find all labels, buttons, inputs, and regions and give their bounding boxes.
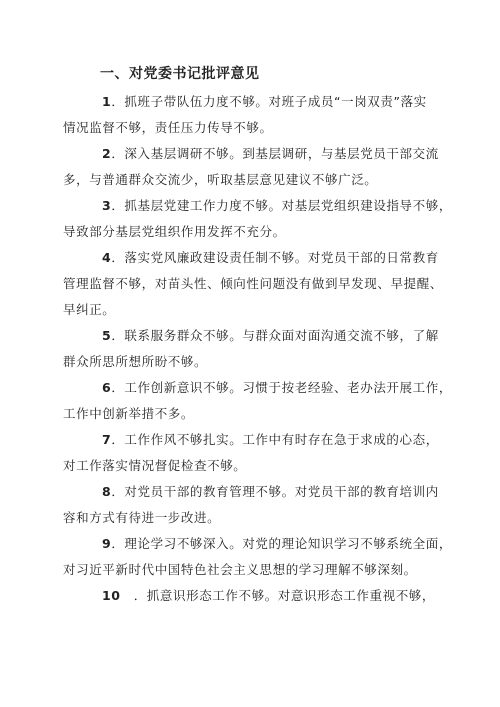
item-3-line-2: 导致部分基层党组织作用发挥不充分。 — [63, 224, 286, 239]
item-1-line-2: 情况监督不够，责任压力传导不够。 — [63, 120, 273, 135]
item-4-number: 4 — [102, 250, 112, 265]
item-2-line-2: 多，与普通群众交流少，听取基层意见建议不够广泛。 — [63, 172, 378, 187]
item-8-line-2: 容和方式有待进一步改进。 — [63, 510, 221, 525]
item-7-number: 7 — [102, 432, 112, 447]
item-1-number: 1 — [102, 94, 112, 109]
item-9-number: 9 — [102, 536, 112, 551]
item-2-number: 2 — [102, 146, 112, 161]
item-7-line-2: 对工作落实情况督促检查不够。 — [63, 458, 247, 473]
item-6-line-1: 6．工作创新意识不够。习惯于按老经验、老办法开展工作， — [102, 380, 452, 395]
item-6-number: 6 — [102, 380, 112, 395]
item-3-number: 3 — [102, 198, 112, 213]
item-5-number: 5 — [102, 328, 112, 343]
item-5-line-1: 5．联系服务群众不够。与群众面对面沟通交流不够，了解 — [102, 328, 439, 343]
item-7-line-1: 7．工作作风不够扎实。工作中有时存在急于求成的心态， — [102, 432, 439, 447]
item-4-line-2: 管理监督不够，对苗头性、倾向性问题没有做到早发现、早提醒、 — [63, 276, 443, 291]
item-5-line-2: 群众所思所想所盼不够。 — [63, 354, 208, 369]
item-6-line-2: 工作中创新举措不多。 — [63, 406, 195, 421]
item-8-number: 8 — [102, 484, 112, 499]
item-9-line-2: 对习近平新时代中国特色社会主义思想的学习理解不够深刻。 — [63, 562, 417, 577]
item-8-line-1: 8．对党员干部的教育管理不够。对党员干部的教育培训内 — [102, 484, 439, 499]
item-9-line-1: 9．理论学习不够深入。对党的理论知识学习不够系统全面， — [102, 536, 452, 551]
item-1-line-1: 1．抓班子带队伍力度不够。对班子成员“一岗双责”落实 — [102, 94, 427, 109]
item-4-line-1: 4．落实党风廉政建设责任制不够。对党员干部的日常教育 — [102, 250, 439, 265]
item-4-line-3: 早纠正。 — [63, 302, 116, 317]
item-10-number: 10 — [102, 588, 121, 603]
section-heading: 一、对党委书记批评意见 — [100, 66, 260, 82]
item-2-line-1: 2．深入基层调研不够。到基层调研，与基层党员干部交流 — [102, 146, 439, 161]
item-3-line-1: 3．抓基层党建工作力度不够。对基层党组织建设指导不够， — [102, 198, 452, 213]
item-10-line-1: 10 ．抓意识形态工作不够。对意识形态工作重视不够， — [102, 588, 436, 603]
